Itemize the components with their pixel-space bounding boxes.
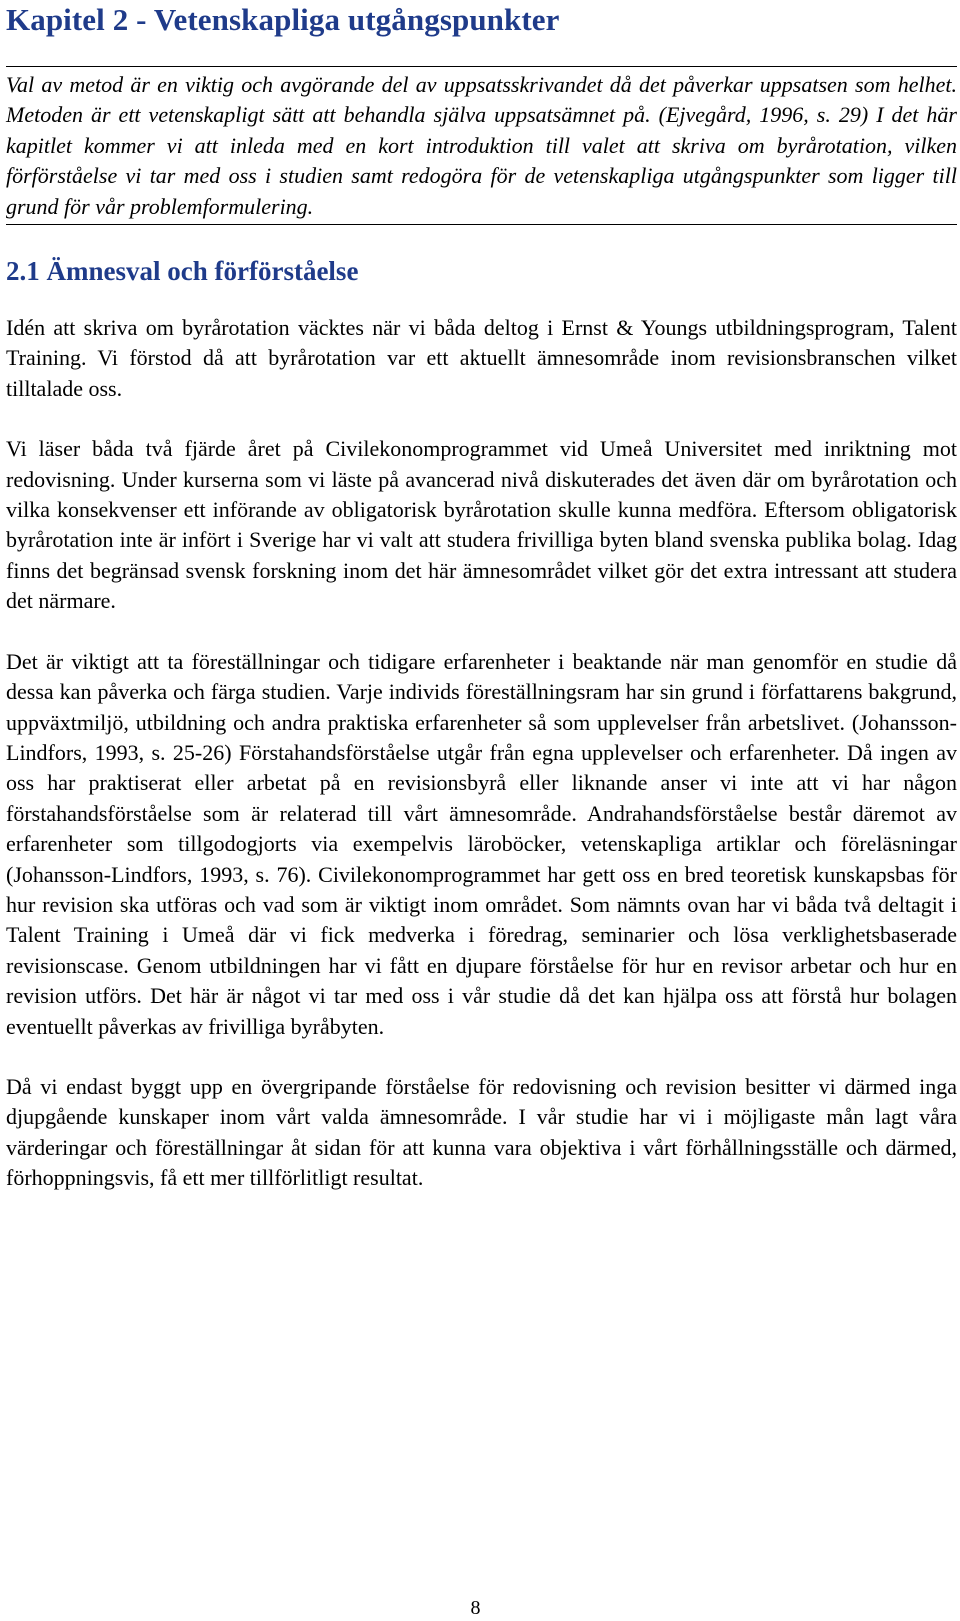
chapter-title: Kapitel 2 - Vetenskapliga utgångspunkter: [6, 2, 560, 37]
document-page: [6, 0, 957, 1194]
body-paragraph-2: Vi läser båda två fjärde året på Civilekonomprogrammet vid Umeå Universitet med inriktning mot redovisning. Under kurserna som vi läste på avancerad nivå diskuterades det även där om byrårotation och vilka konsekvenser ett införande av obligatorisk byrårotation skulle kunna medföra. Eftersom obligatorisk byrårotation inte är infört i Sverige har vi valt att studera frivilliga byten bland svenska publika bolag. Idag finns det begränsad svensk forskning inom det här ämnesområdet vilket gör det extra intressant att studera det närmare.: [6, 436, 957, 614]
section-title: 2.1 Ämnesval och förförståelse: [6, 256, 359, 287]
body-paragraph-3: Det är viktigt att ta föreställningar och tidigare erfarenheter i beaktande när man genomför en studie då dessa kan påverka och färga studien. Varje individs föreställningsram har sin grund i författarens bakgrund, uppväxtmiljö, utbildning och andra praktiska erfarenheter så som upplevelser från arbetslivet. (Johansson-Lindfors, 1993, s. 25-26) Förstahandsförståelse utgår från egna upplevelser och erfarenheter. Då ingen av oss har praktiserat eller arbetat på en revisionsbyrå eller liknande anser vi inte att vi har någon förstahandsförståelse som är relaterad till vårt ämnesområde. Andrahandsförståelse består däremot av erfarenheter som tillgodogjorts via exempelvis läroböcker, vetenskapliga artiklar och föreläsningar (Johansson-Lindfors, 1993, s. 76). Civilekonomprogrammet har gett oss en bred teoretisk kunskapsbas för hur revision ska utföras och vad som är viktigt inom området. Som nämnts ovan har vi båda två deltagit i Talent Training i Umeå där vi fick medverka i föredrag, seminarier och lösa verklighetsbaserade revisionscase. Genom utbildningen har vi fått en djupare förståelse för hur en revisor arbetar och hur en revision utförs. Det här är något vi tar med oss i vår studie då det kan hjälpa oss att förstå hur bolagen eventuellt påverkas av frivilliga byråbyten.: [6, 648, 957, 1039]
body-paragraph-4: Då vi endast byggt upp en övergripande förståelse för redovisning och revision besitter vi därmed inga djupgående kunskaper inom vårt valda ämnesområde. I vår studie har vi i möjligaste mån lagt våra värderingar och föreställningar åt sidan för att kunna vara objektiva i vårt förhållningsställe och därmed, förhoppningsvis, få ett mer tillförlitligt resultat.: [6, 1073, 957, 1191]
chapter-intro-box: [6, 66, 957, 225]
body-paragraph-1: Idén att skriva om byrårotation väcktes när vi båda deltog i Ernst & Youngs utbildningsprogram, Talent Training. Vi förstod då att byrårotation var ett aktuellt ämnesområde inom revisionsbranschen vilket tilltalade oss.: [6, 315, 957, 401]
chapter-intro-text: Val av metod är en viktig och avgörande del av uppsatsskrivandet då det påverkar uppsatsen som helhet. Metoden är ett vetenskapligt sätt att behandla själva uppsatsämnet på. (Ejvegård, 1996, s. 29) I det här kapitlet kommer vi att inleda med en kort introduktion till valet att skriva om byrårotation, vilken förförståelse vi tar med oss i studien samt redogöra för de vetenskapliga utgångspunkter som ligger till grund för vår problemformulering.: [6, 72, 957, 219]
page-number: 8: [470, 1597, 481, 1619]
